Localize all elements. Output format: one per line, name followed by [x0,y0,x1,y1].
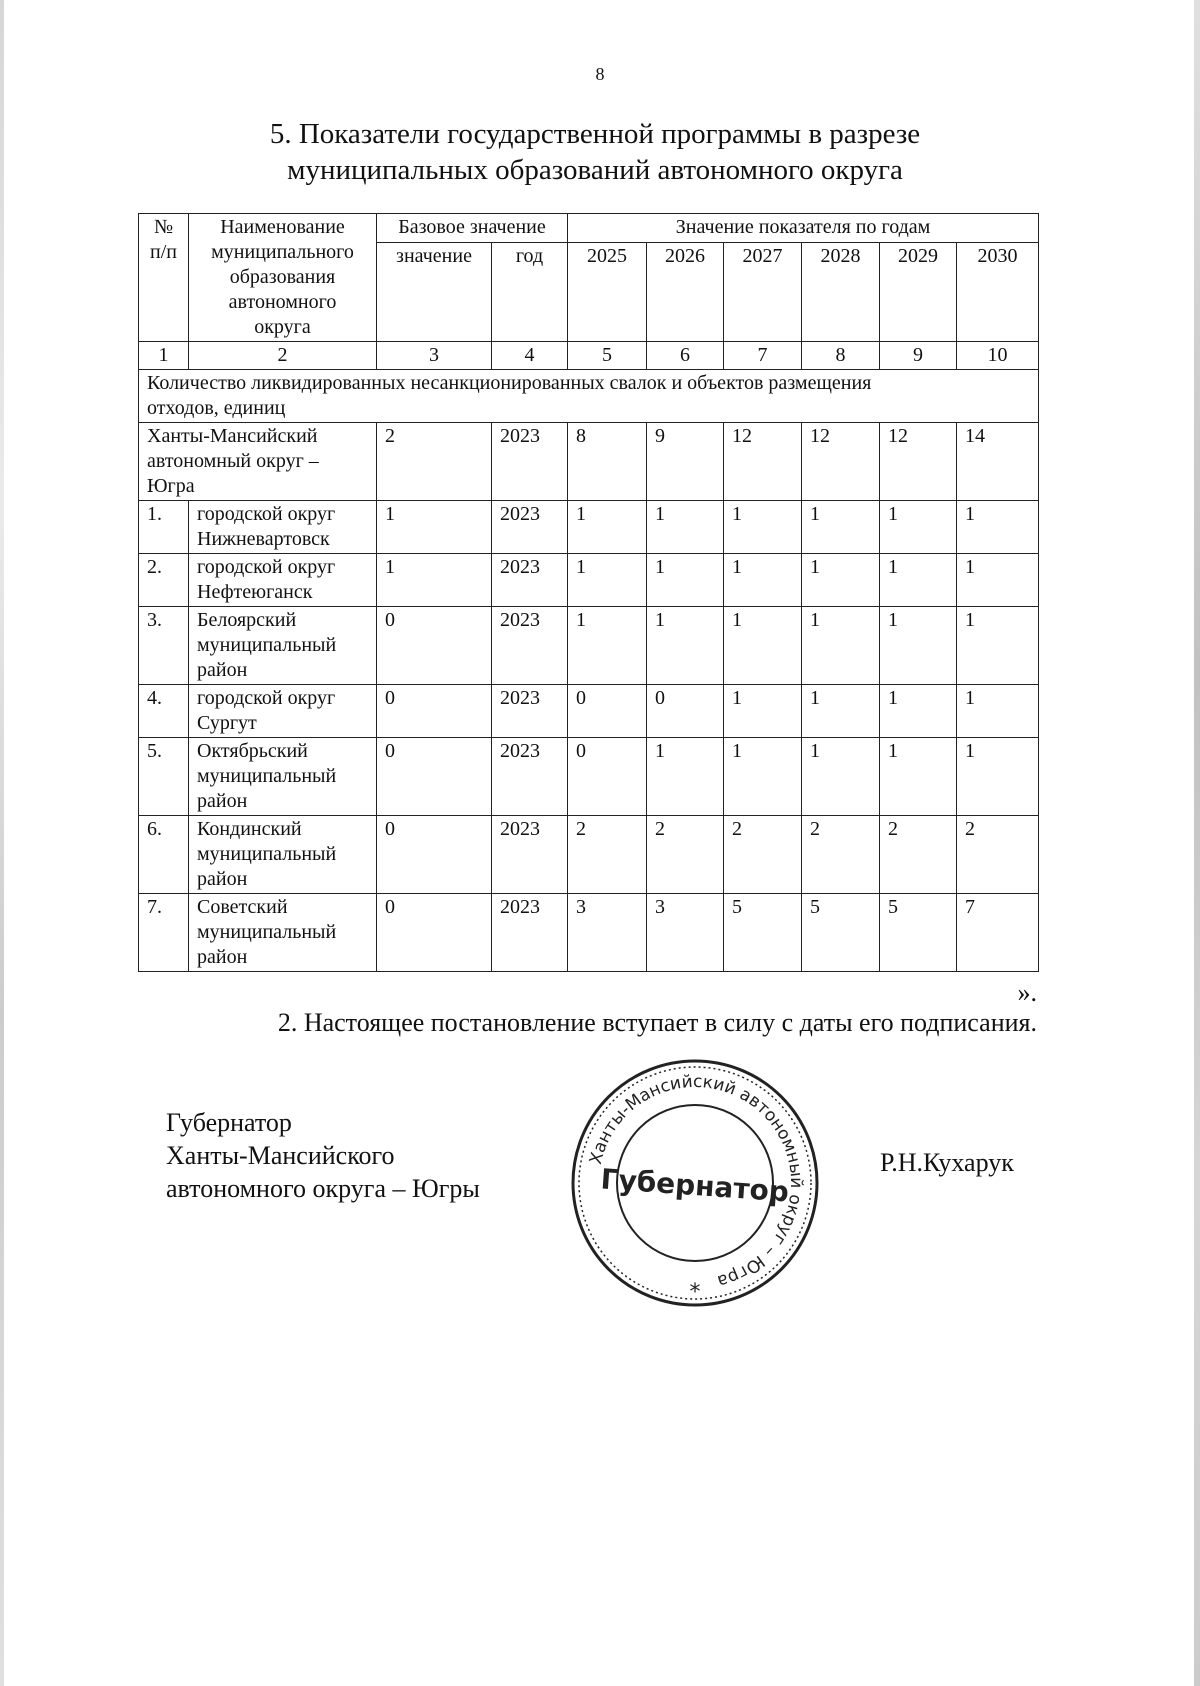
signer-name: Р.Н.Кухарук [880,1148,1014,1177]
row-name: Белоярский муниципальный район [189,607,377,685]
header-base: Базовое значение [377,214,568,243]
seal-star-icon: * [689,1280,701,1305]
row-base-value: 2 [377,423,492,501]
row-value: 1 [880,738,957,816]
table-row [139,554,1039,607]
section-title-line-2: муниципальных образований автономного округа [287,154,903,186]
col-number: 9 [880,342,957,370]
header-year: 2026 [647,242,724,341]
row-name: Кондинский муниципальный район [189,816,377,894]
table-row [139,816,1039,894]
header-year: 2028 [802,242,880,341]
row-value: 1 [957,685,1039,738]
row-value: 1 [802,607,880,685]
row-name: Октябрьский муниципальный район [189,738,377,816]
row-base-value: 0 [377,816,492,894]
header-num: № п/п [139,214,189,342]
row-num: 4. [139,685,189,738]
col-number: 4 [492,342,568,370]
row-base-value: 0 [377,738,492,816]
row-value: 9 [647,423,724,501]
row-base-value: 0 [377,685,492,738]
row-name: городской округ Сургут [189,685,377,738]
row-value: 1 [568,607,647,685]
table-row [139,501,1039,554]
row-base-year: 2023 [492,501,568,554]
row-value: 2 [724,816,802,894]
row-value: 12 [724,423,802,501]
scan-edge-right [1194,0,1200,1686]
row-value: 1 [647,607,724,685]
section-title [120,116,1070,188]
row-base-year: 2023 [492,738,568,816]
row-value: 1 [568,501,647,554]
table-row-total [139,423,1039,501]
signer-title [166,1106,480,1205]
header-years-group: Значение показателя по годам [568,214,1039,243]
row-value: 1 [880,607,957,685]
row-value: 8 [568,423,647,501]
row-value: 1 [724,501,802,554]
indicators-table [138,213,1039,972]
row-value: 2 [647,816,724,894]
row-value: 2 [957,816,1039,894]
header-year: 2027 [724,242,802,341]
official-seal [568,1056,822,1310]
row-value: 1 [568,554,647,607]
row-value: 0 [568,738,647,816]
row-base-year: 2023 [492,894,568,972]
row-value: 1 [957,738,1039,816]
row-value: 1 [880,685,957,738]
section-row [139,370,1039,423]
row-value: 3 [568,894,647,972]
row-value: 2 [880,816,957,894]
row-num: 6. [139,816,189,894]
row-num: 5. [139,738,189,816]
row-base-year: 2023 [492,554,568,607]
col-number: 5 [568,342,647,370]
row-num: 3. [139,607,189,685]
row-value: 1 [724,738,802,816]
row-value: 1 [802,554,880,607]
col-number: 6 [647,342,724,370]
row-value: 14 [957,423,1039,501]
row-num: 2. [139,554,189,607]
row-name: городской округ Нижневартовск [189,501,377,554]
row-value: 2 [802,816,880,894]
row-value: 1 [647,501,724,554]
col-number: 3 [377,342,492,370]
header-base-year: год [492,242,568,341]
closing-quote: ». [1017,978,1037,1007]
decree-paragraph: 2. Настоящее постановление вступает в силу с даты его подписания. [277,1008,1037,1037]
signer-line-3: автономного округа – Югры [166,1174,480,1203]
row-base-value: 1 [377,554,492,607]
row-value: 3 [647,894,724,972]
row-value: 1 [957,501,1039,554]
table-row [139,894,1039,972]
table-row [139,685,1039,738]
row-value: 1 [957,607,1039,685]
row-base-year: 2023 [492,685,568,738]
row-num: 7. [139,894,189,972]
section-title-line-1: 5. Показатели государственной программы в разрезе [269,118,921,150]
row-base-year: 2023 [492,607,568,685]
row-value: 1 [802,501,880,554]
table-row [139,738,1039,816]
col-number: 10 [957,342,1039,370]
row-num: 1. [139,501,189,554]
column-numbers-row [139,342,1039,370]
col-number: 8 [802,342,880,370]
col-number: 2 [189,342,377,370]
row-value: 12 [880,423,957,501]
row-base-value: 0 [377,607,492,685]
header-year: 2029 [880,242,957,341]
row-name: Ханты-Мансийский автономный округ – Югра [139,423,377,501]
header-row-1 [139,214,1039,243]
row-value: 7 [957,894,1039,972]
row-value: 2 [568,816,647,894]
header-year: 2030 [957,242,1039,341]
table-row [139,607,1039,685]
header-year: 2025 [568,242,647,341]
row-value: 1 [880,554,957,607]
row-base-value: 0 [377,894,492,972]
signer-line-1: Губернатор [166,1108,292,1137]
seal-outer-text: Ханты-Мансийский автономный округ – Югра [585,1071,807,1292]
header-base-value: значение [377,242,492,341]
row-value: 5 [724,894,802,972]
row-value: 1 [880,501,957,554]
col-number: 1 [139,342,189,370]
row-name: Советский муниципальный район [189,894,377,972]
col-number: 7 [724,342,802,370]
row-base-year: 2023 [492,816,568,894]
row-value: 12 [802,423,880,501]
page-number: 8 [595,64,605,84]
row-value: 1 [802,685,880,738]
row-value: 5 [802,894,880,972]
row-value: 1 [957,554,1039,607]
scan-edge-left [0,0,4,1686]
section-heading-cell: Количество ликвидированных несанкционированных свалок и объектов размещения отходов, единиц [139,370,1039,423]
row-value: 0 [647,685,724,738]
row-value: 0 [568,685,647,738]
seal-center-text: Губернатор [599,1162,790,1209]
row-name: городской округ Нефтеюганск [189,554,377,607]
row-value: 1 [647,554,724,607]
row-value: 1 [724,554,802,607]
header-name: Наименование муниципального образования автономного округа [189,214,377,342]
row-base-year: 2023 [492,423,568,501]
row-value: 5 [880,894,957,972]
signer-line-2: Ханты-Мансийского [166,1141,395,1170]
row-base-value: 1 [377,501,492,554]
row-value: 1 [724,685,802,738]
row-value: 1 [724,607,802,685]
row-value: 1 [647,738,724,816]
row-value: 1 [802,738,880,816]
